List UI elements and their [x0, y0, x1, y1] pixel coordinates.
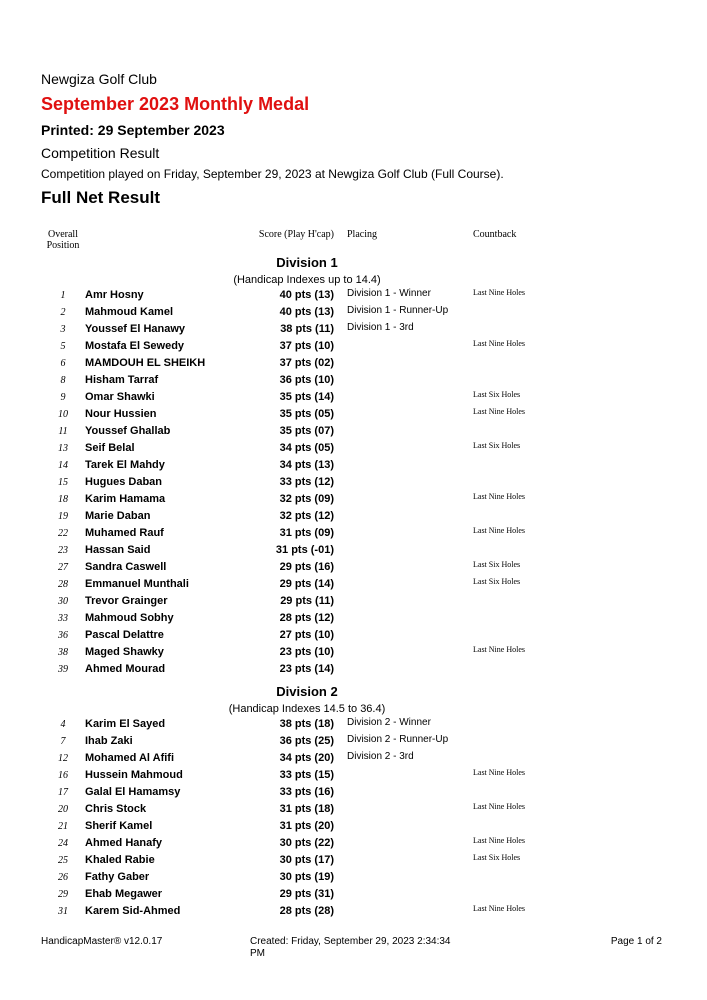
score-value: 37 pts (10) — [279, 340, 334, 352]
overall-position: 12 — [58, 753, 68, 764]
overall-position: 15 — [58, 477, 68, 488]
score-value: 36 pts (10) — [279, 374, 334, 386]
player-name: Trevor Grainger — [85, 595, 168, 607]
overall-position: 1 — [60, 290, 66, 301]
table-row — [0, 645, 707, 662]
score-value: 23 pts (10) — [279, 646, 334, 658]
table-row — [0, 322, 707, 339]
player-name: Khaled Rabie — [85, 854, 155, 866]
column-header-placing: Placing — [347, 229, 377, 240]
score-value: 30 pts (19) — [279, 871, 334, 883]
overall-position: 27 — [58, 562, 68, 573]
score-value: 32 pts (12) — [279, 510, 334, 522]
score-value: 35 pts (05) — [279, 408, 334, 420]
score-value: 29 pts (31) — [279, 888, 334, 900]
score-value: 33 pts (12) — [279, 476, 334, 488]
footer-created: Created: Friday, September 29, 2023 2:34:34 PM — [250, 936, 451, 959]
table-row — [0, 356, 707, 373]
score-value: 30 pts (22) — [279, 837, 334, 849]
countback-value: Last Nine Holes — [473, 645, 525, 654]
table-row — [0, 628, 707, 645]
player-name: Karem Sid-Ahmed — [85, 905, 181, 917]
player-name: Omar Shawki — [85, 391, 155, 403]
score-value: 31 pts (-01) — [275, 544, 334, 556]
table-row — [0, 339, 707, 356]
overall-position: 29 — [58, 889, 68, 900]
countback-value: Last Nine Holes — [473, 904, 525, 913]
placing-value: Division 2 - Runner-Up — [347, 734, 449, 745]
placing-value: Division 2 - Winner — [347, 717, 431, 728]
played-description: Competition played on Friday, September 29, 2023 at Newgiza Golf Club (Full Course). — [41, 167, 504, 181]
score-value: 34 pts (05) — [279, 442, 334, 454]
overall-position: 3 — [60, 324, 66, 335]
score-value: 29 pts (11) — [280, 595, 334, 607]
score-value: 38 pts (11) — [280, 323, 334, 335]
player-name: Sherif Kamel — [85, 820, 153, 832]
score-value: 31 pts (09) — [279, 527, 334, 539]
player-name: Mahmoud Sobhy — [85, 612, 174, 624]
overall-position: 39 — [58, 664, 68, 675]
player-name: Hisham Tarraf — [85, 374, 159, 386]
table-row — [0, 802, 707, 819]
score-value: 28 pts (12) — [279, 612, 334, 624]
table-row — [0, 526, 707, 543]
table-row — [0, 751, 707, 768]
overall-position: 7 — [60, 736, 66, 747]
overall-position: 20 — [58, 804, 68, 815]
table-row — [0, 870, 707, 887]
score-value: 35 pts (14) — [279, 391, 334, 403]
score-value: 29 pts (14) — [279, 578, 334, 590]
overall-position: 22 — [58, 528, 68, 539]
placing-value: Division 1 - Winner — [347, 288, 431, 299]
table-row — [0, 288, 707, 305]
player-name: Mostafa El Sewedy — [85, 340, 185, 352]
countback-value: Last Six Holes — [473, 560, 521, 569]
countback-value: Last Nine Holes — [473, 407, 525, 416]
player-name: Ahmed Mourad — [85, 663, 166, 675]
player-name: Mohamed Al Afifi — [85, 752, 175, 764]
score-value: 31 pts (20) — [279, 820, 334, 832]
table-row — [0, 441, 707, 458]
countback-value: Last Nine Holes — [473, 768, 525, 777]
countback-value: Last Nine Holes — [473, 836, 525, 845]
table-row — [0, 819, 707, 836]
table-row — [0, 424, 707, 441]
player-name: Youssef El Hanawy — [85, 323, 186, 335]
table-row — [0, 594, 707, 611]
overall-position: 10 — [58, 409, 68, 420]
table-row — [0, 853, 707, 870]
score-value: 38 pts (18) — [279, 718, 334, 730]
score-value: 23 pts (14) — [279, 663, 334, 675]
placing-value: Division 1 - 3rd — [347, 322, 414, 333]
countback-value: Last Nine Holes — [473, 802, 525, 811]
table-row — [0, 836, 707, 853]
player-name: Marie Daban — [85, 510, 151, 522]
overall-position: 8 — [60, 375, 66, 386]
overall-position: 25 — [58, 855, 68, 866]
overall-position: 11 — [58, 426, 68, 437]
result-title: Full Net Result — [41, 188, 161, 207]
overall-position: 28 — [58, 579, 68, 590]
score-value: 34 pts (13) — [279, 459, 334, 471]
score-value: 30 pts (17) — [279, 854, 334, 866]
table-row — [0, 785, 707, 802]
overall-position: 14 — [58, 460, 68, 471]
player-name: Muhamed Rauf — [85, 527, 164, 539]
competition-title: September 2023 Monthly Medal — [41, 94, 310, 114]
overall-position: 26 — [58, 872, 68, 883]
table-row — [0, 768, 707, 785]
column-header-score: Score (Play H'cap) — [258, 229, 334, 240]
overall-position: 21 — [58, 821, 68, 832]
table-row — [0, 509, 707, 526]
table-row — [0, 611, 707, 628]
overall-position: 13 — [58, 443, 68, 454]
countback-value: Last Nine Holes — [473, 492, 525, 501]
player-name: Nour Hussien — [85, 408, 157, 420]
player-name: Amr Hosny — [85, 289, 144, 301]
player-name: Hassan Said — [85, 544, 151, 556]
overall-position: 30 — [58, 596, 68, 607]
table-row — [0, 662, 707, 679]
table-row — [0, 390, 707, 407]
overall-position: 17 — [58, 787, 68, 798]
placing-value: Division 1 - Runner-Up — [347, 305, 449, 316]
player-name: MAMDOUH EL SHEIKH — [85, 357, 206, 369]
player-name: Mahmoud Kamel — [85, 306, 174, 318]
player-name: Maged Shawky — [85, 646, 164, 658]
player-name: Hugues Daban — [85, 476, 163, 488]
table-row — [0, 305, 707, 322]
table-row — [0, 734, 707, 751]
overall-position: 31 — [58, 906, 68, 917]
score-value: 33 pts (16) — [279, 786, 334, 798]
score-value: 40 pts (13) — [279, 306, 334, 318]
table-row — [0, 577, 707, 594]
score-value: 34 pts (20) — [279, 752, 334, 764]
overall-position: 38 — [58, 647, 68, 658]
player-name: Ihab Zaki — [85, 735, 133, 747]
club-name: Newgiza Golf Club — [41, 71, 157, 87]
player-name: Sandra Caswell — [85, 561, 167, 573]
player-name: Karim Hamama — [85, 493, 166, 505]
countback-value: Last Nine Holes — [473, 526, 525, 535]
overall-position: 9 — [60, 392, 66, 403]
footer-software: HandicapMaster® v12.0.17 — [41, 936, 163, 947]
table-row — [0, 407, 707, 424]
division-title: Division 1 — [276, 255, 338, 270]
table-row — [0, 560, 707, 577]
table-row — [0, 904, 707, 921]
section-title: Competition Result — [41, 145, 160, 161]
player-name: Pascal Delattre — [85, 629, 164, 641]
table-row — [0, 887, 707, 904]
overall-position: 6 — [60, 358, 66, 369]
countback-value: Last Six Holes — [473, 853, 521, 862]
overall-position: 19 — [58, 511, 68, 522]
player-name: Fathy Gaber — [85, 871, 150, 883]
score-value: 28 pts (28) — [279, 905, 334, 917]
overall-position: 36 — [58, 630, 68, 641]
column-header-countback: Countback — [473, 229, 517, 240]
overall-position: 16 — [58, 770, 68, 781]
table-row — [0, 543, 707, 560]
table-row — [0, 475, 707, 492]
division-subtitle: (Handicap Indexes up to 14.4) — [233, 274, 381, 286]
division-subtitle: (Handicap Indexes 14.5 to 36.4) — [228, 703, 386, 715]
countback-value: Last Nine Holes — [473, 339, 525, 348]
division-title: Division 2 — [276, 684, 338, 699]
player-name: Hussein Mahmoud — [85, 769, 183, 781]
countback-value: Last Nine Holes — [473, 288, 525, 297]
player-name: Galal El Hamamsy — [85, 786, 181, 798]
countback-value: Last Six Holes — [473, 441, 521, 450]
score-value: 33 pts (15) — [279, 769, 334, 781]
overall-position: 24 — [58, 838, 68, 849]
column-header-position: Overall Position — [46, 229, 80, 251]
table-row — [0, 492, 707, 509]
score-value: 29 pts (16) — [279, 561, 334, 573]
overall-position: 23 — [58, 545, 68, 556]
footer-page: Page 1 of 2 — [610, 936, 662, 947]
overall-position: 4 — [60, 719, 66, 730]
score-value: 35 pts (07) — [279, 425, 334, 437]
overall-position: 5 — [60, 341, 66, 352]
score-value: 36 pts (25) — [279, 735, 334, 747]
printed-date: Printed: 29 September 2023 — [41, 122, 225, 138]
player-name: Ahmed Hanafy — [85, 837, 163, 849]
countback-value: Last Six Holes — [473, 390, 521, 399]
player-name: Emmanuel Munthali — [85, 578, 189, 590]
placing-value: Division 2 - 3rd — [347, 751, 414, 762]
score-value: 37 pts (02) — [279, 357, 334, 369]
table-row — [0, 458, 707, 475]
table-row — [0, 717, 707, 734]
player-name: Youssef Ghallab — [85, 425, 171, 437]
score-value: 27 pts (10) — [279, 629, 334, 641]
player-name: Tarek El Mahdy — [85, 459, 165, 471]
player-name: Seif Belal — [85, 442, 135, 454]
countback-value: Last Six Holes — [473, 577, 521, 586]
player-name: Ehab Megawer — [85, 888, 163, 900]
score-value: 32 pts (09) — [279, 493, 334, 505]
score-value: 40 pts (13) — [279, 289, 334, 301]
overall-position: 2 — [60, 307, 66, 318]
player-name: Karim El Sayed — [85, 718, 166, 730]
score-value: 31 pts (18) — [279, 803, 334, 815]
player-name: Chris Stock — [85, 803, 147, 815]
overall-position: 18 — [58, 494, 68, 505]
table-row — [0, 373, 707, 390]
overall-position: 33 — [58, 613, 68, 624]
